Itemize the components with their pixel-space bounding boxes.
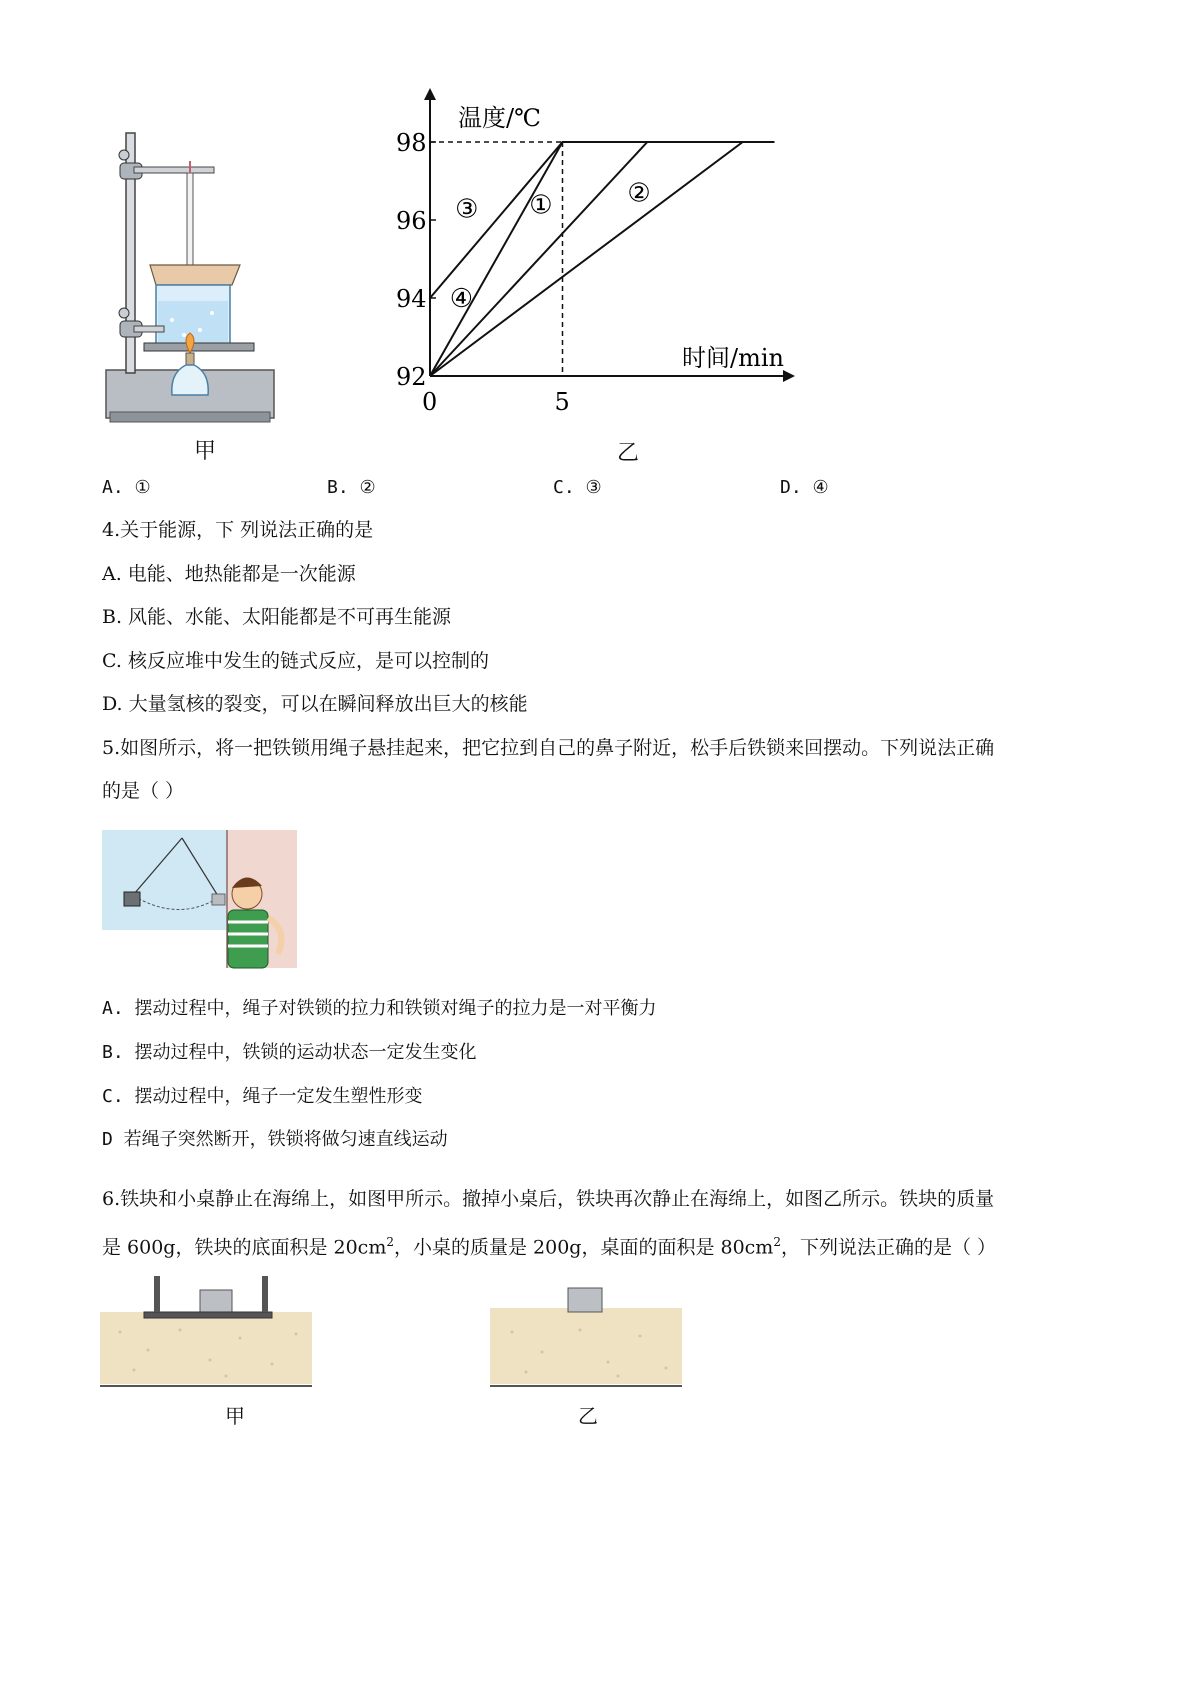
q3-option-c [553,476,602,500]
series-line-2 [430,142,775,376]
q4-option-d: D. 大量氢核的裂变，可以在瞬间释放出巨大的核能 [102,693,528,715]
q4-option-b: B. 风能、水能、太阳能都是不可再生能源 [102,606,452,628]
q3-option-a [102,476,151,500]
y-tick-label: 98 [396,129,427,157]
q6-line2-part1: 是 600g，铁块的底面积是 20cm [102,1236,387,1259]
figure-jia-caption: 甲 [194,439,217,464]
sponge-block-figure-yi [490,1272,685,1394]
series-label-1: ① [529,190,553,221]
superscript-2: 2 [773,1235,781,1249]
option-text: ③ [585,477,602,498]
x-axis-arrow [783,370,795,382]
series-label-4: ④ [449,284,474,314]
x-tick-label: 5 [554,388,570,416]
option-text: ① [134,477,151,498]
temperature-time-chart [380,82,820,422]
sponge-table-figure-jia [100,1272,315,1394]
x-axis-label: 时间/min [682,344,784,372]
y-tick-label: 92 [396,363,427,391]
series-label-2: ② [627,178,651,209]
figure-yi-caption: 乙 [617,441,640,466]
x-tick-label: 0 [422,388,438,416]
option-text: ② [359,477,376,498]
series-line-1 [430,142,775,376]
series-label-3: ③ [455,194,479,225]
y-tick-label: 94 [396,285,427,313]
y-axis-arrow [424,88,436,100]
option-label: A. [102,477,124,498]
q3-option-d [780,476,829,500]
q3-option-b [327,476,376,500]
q6-stem-line2 [102,1230,996,1259]
q4-option-a: A. 电能、地热能都是一次能源 [102,563,356,585]
q6-line2-part2: ，小桌的质量是 200g，桌面的面积是 80cm [393,1236,774,1259]
option-text: ④ [812,477,829,498]
heating-apparatus-figure [100,125,300,435]
y-axis-label: 温度/℃ [458,104,541,132]
q5-option-a: A. 摆动过程中，绳子对铁锁的拉力和铁锁对绳子的拉力是一对平衡力 [102,998,657,1019]
option-label: D. [780,477,802,498]
option-label: B. [327,477,349,498]
q6-stem-line1: 6.铁块和小桌静止在海绵上，如图甲所示。撤掉小桌后，铁块再次静止在海绵上，如图乙所示。铁块的质量 [102,1188,995,1210]
series-line-3 [430,142,775,298]
q5-option-d: D 若绳子突然断开，铁锁将做匀速直线运动 [102,1129,448,1150]
q4-stem: 4.关于能源，下 列说法正确的是 [102,519,374,541]
q6-line2-part3: ，下列说法正确的是（ ） [780,1236,997,1259]
option-label: C. [553,477,575,498]
series-line-4 [430,142,775,376]
pendulum-lock-figure [100,826,300,971]
q5-stem-line2: 的是（ ） [102,780,185,802]
q5-stem-line1: 5.如图所示，将一把铁锁用绳子悬挂起来，把它拉到自己的鼻子附近，松手后铁锁来回摆动。下列说法正确 [102,737,995,759]
superscript-2: 2 [386,1235,394,1249]
q6-caption-jia: 甲 [225,1404,245,1428]
q6-caption-yi: 乙 [578,1404,598,1428]
q4-option-c: C. 核反应堆中发生的链式反应，是可以控制的 [102,650,489,672]
q5-option-b: B. 摆动过程中，铁锁的运动状态一定发生变化 [102,1042,477,1063]
q5-option-c: C. 摆动过程中，绳子一定发生塑性形变 [102,1086,423,1107]
y-tick-label: 96 [396,207,427,235]
